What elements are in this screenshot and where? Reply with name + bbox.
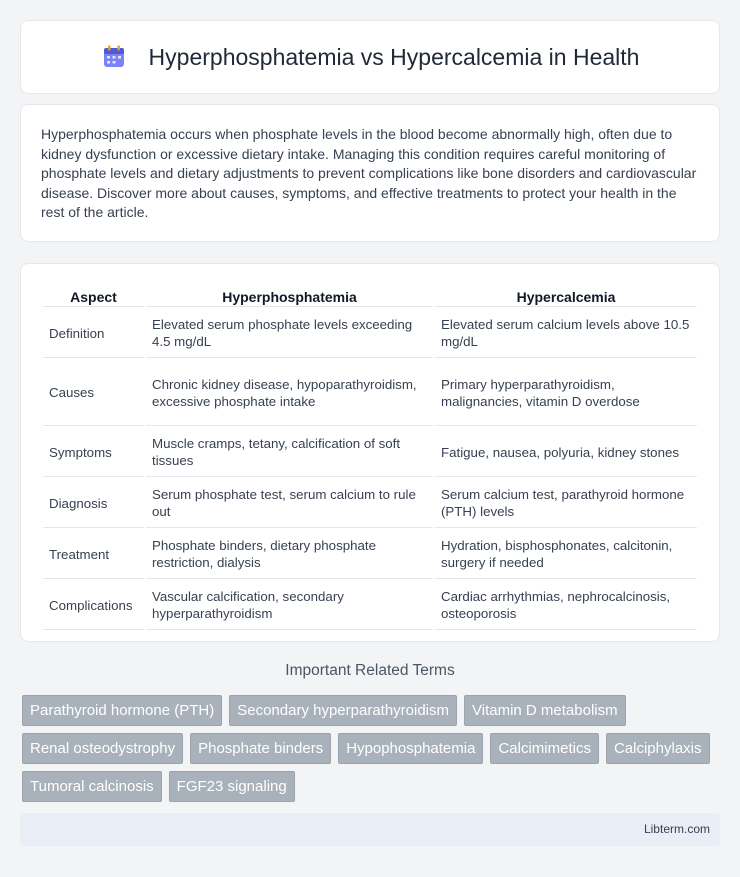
related-term-tag[interactable]: Renal osteodystrophy [22, 733, 183, 764]
table-header-row [43, 286, 697, 307]
related-term-tag[interactable]: Parathyroid hormone (PTH) [22, 695, 222, 726]
table-row [43, 428, 697, 477]
related-term-tag[interactable]: Calciphylaxis [606, 733, 710, 764]
header-hypercalcemia: Hypercalcemia [435, 286, 697, 307]
related-term-tag[interactable]: Secondary hyperparathyroidism [229, 695, 457, 726]
calendar-icon [101, 44, 127, 70]
table-row [43, 581, 697, 630]
footer-site-link[interactable]: Libterm.com [643, 822, 710, 836]
related-term-tag[interactable]: Phosphate binders [190, 733, 331, 764]
table-row [43, 530, 697, 579]
table-row [43, 479, 697, 528]
row-hypercalcemia: Elevated serum calcium levels above 10.5 mg/dL [435, 309, 697, 358]
row-aspect: Treatment [43, 530, 144, 579]
comparison-table [41, 284, 699, 632]
row-hyperphosphatemia: Serum phosphate test, serum calcium to rule out [146, 479, 433, 528]
row-hypercalcemia: Fatigue, nausea, polyuria, kidney stones [435, 428, 697, 477]
related-terms-list [22, 695, 722, 802]
header-card [20, 20, 720, 94]
header-aspect: Aspect [43, 286, 144, 307]
row-hypercalcemia: Serum calcium test, parathyroid hormone (PTH) levels [435, 479, 697, 528]
intro-text: Hyperphosphatemia occurs when phosphate levels in the blood become abnormally high, often due to kidney dysfunction or excessive dietary intake. Managing this condition requires careful monitoring of phosphate levels and dietary adjustments to prevent complications like bone disorders and cardiovascular disease. Discover more about causes, symptoms, and effective treatments to protect your health in the rest of the article. [41, 126, 697, 221]
related-term-tag[interactable]: Vitamin D metabolism [464, 695, 626, 726]
comparison-table-card [20, 263, 720, 642]
header-hyperphosphatemia: Hyperphosphatemia [146, 286, 433, 307]
related-term-tag[interactable]: Tumoral calcinosis [22, 771, 162, 802]
row-aspect: Definition [43, 309, 144, 358]
footer [20, 813, 720, 846]
row-hypercalcemia: Hydration, bisphosphonates, calcitonin, surgery if needed [435, 530, 697, 579]
related-terms-title: Important Related Terms [285, 662, 455, 679]
row-hyperphosphatemia: Chronic kidney disease, hypoparathyroidism, excessive phosphate intake [146, 360, 433, 426]
page-title: Hyperphosphatemia vs Hypercalcemia in Health [148, 43, 640, 70]
related-term-tag[interactable]: Calcimimetics [490, 733, 599, 764]
related-term-tag[interactable]: FGF23 signaling [169, 771, 295, 802]
row-hyperphosphatemia: Elevated serum phosphate levels exceeding 4.5 mg/dL [146, 309, 433, 358]
table-row [43, 360, 697, 426]
row-hyperphosphatemia: Muscle cramps, tetany, calcification of soft tissues [146, 428, 433, 477]
row-hypercalcemia: Cardiac arrhythmias, nephrocalcinosis, osteoporosis [435, 581, 697, 630]
row-aspect: Causes [43, 360, 144, 426]
table-row [43, 309, 697, 358]
row-aspect: Complications [43, 581, 144, 630]
row-hyperphosphatemia: Phosphate binders, dietary phosphate restriction, dialysis [146, 530, 433, 579]
row-hyperphosphatemia: Vascular calcification, secondary hyperparathyroidism [146, 581, 433, 630]
intro-card [20, 104, 720, 242]
row-hypercalcemia: Primary hyperparathyroidism, malignancies, vitamin D overdose [435, 360, 697, 426]
row-aspect: Symptoms [43, 428, 144, 477]
row-aspect: Diagnosis [43, 479, 144, 528]
related-term-tag[interactable]: Hypophosphatemia [338, 733, 483, 764]
